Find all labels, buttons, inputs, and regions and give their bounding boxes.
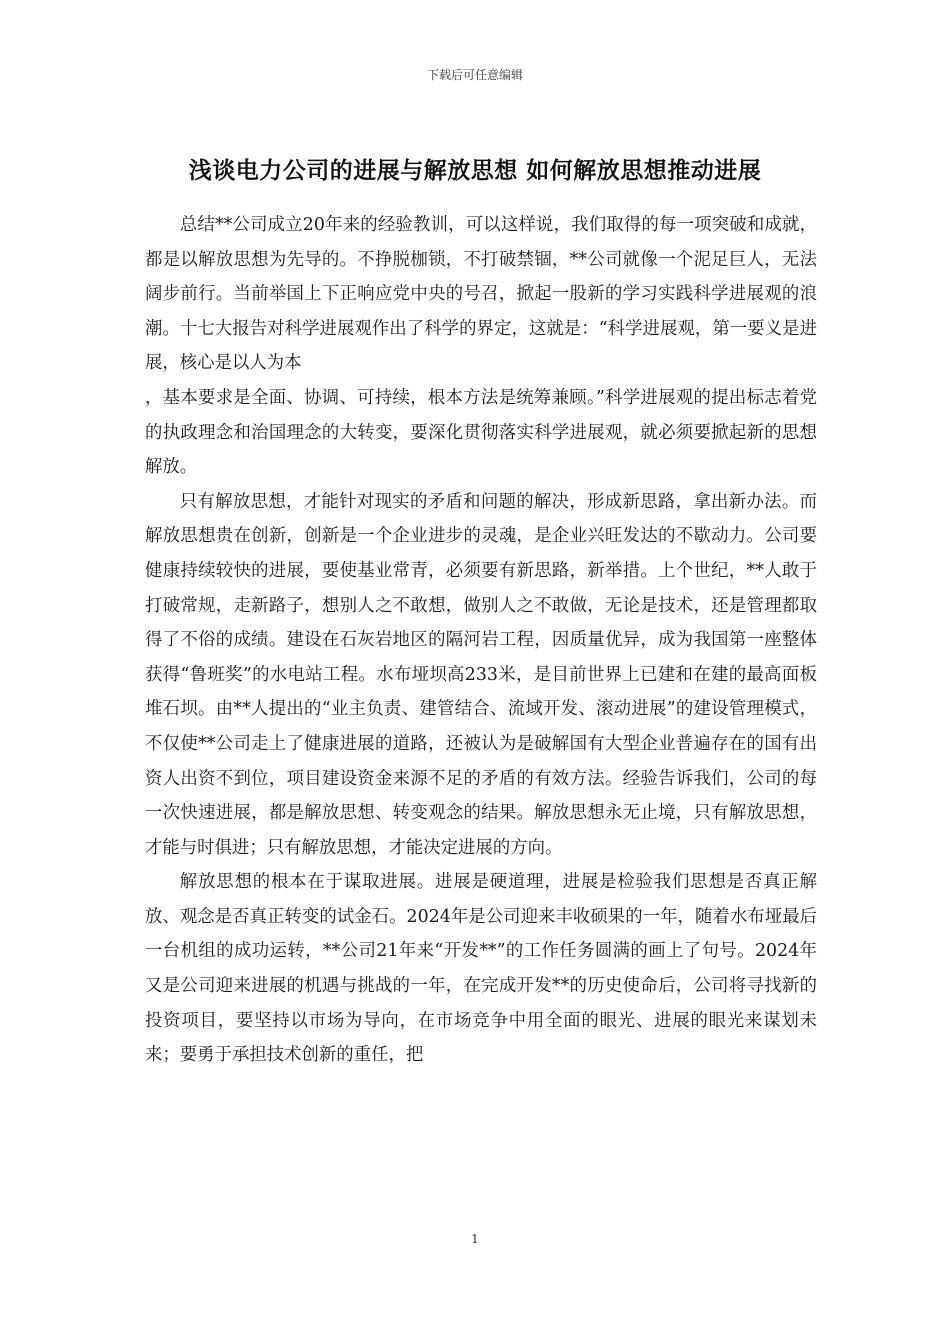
paragraph-2: 只有解放思想，才能针对现实的矛盾和问题的解决，形成新思路，拿出新办法。而解放思想贵在创新，创新是一个企业进步的灵魂，是企业兴旺发达的不歇动力。公司要健康持续较快的进展，要使基业常青，必须要有新思路，新举措。上个世纪，**人敢于打破常规，走新路子，想别人之不敢想，做别人之不敢做，无论是技术，还是管理都取得了不俗的成绩。建设在石灰岩地区的隔河岩工程，因质量优异，成为我国第一座整体获得“鲁班奖”的水电站工程。水布垭坝高233米，是目前世界上已建和在建的最高面板堆石坝。由**人提出的“业主负责、建管结合、流域开发、滚动进展”的建设管理模式，不仅使**公司走上了健康进展的道路，还被认为是破解国有大型企业普遍存在的国有出资人出资不到位，项目建设资金来源不足的矛盾的有效方法。经验告诉我们，公司的每一次快速进展，都是解放思想、转变观念的结果。解放思想永无止境，只有解放思想，才能与时俱进；只有解放思想，才能决定进展的方向。 — [145, 491, 817, 858]
document-body — [145, 208, 817, 1073]
paragraph-3: 解放思想的根本在于谋取进展。进展是硬道理，进展是检验我们思想是否真正解放、观念是否真正转变的试金石。2024年是公司迎来丰收硕果的一年，随着水布垭最后一台机组的成功运转，**公司21年来“开发**”的工作任务圆满的画上了句号。2024年又是公司迎来进展的机遇与挑战的一年，在完成开发**的历史使命后，公司将寻找新的投资项目，要坚持以市场为导向，在市场竞争中用全面的眼光、进展的眼光来谋划未来；要勇于承担技术创新的重任，把 — [145, 872, 817, 1066]
document-title: 浅谈电力公司的进展与解放思想 如何解放思想推动进展 — [188, 157, 762, 184]
page-number: 1 — [471, 1232, 479, 1246]
paragraph-1-continuation: ，基本要求是全面、协调、可持续，根本方法是统筹兼顾。”科学进展观的提出标志着党的执政理念和治国理念的大转变，要深化贯彻落实科学进展观，就必须要掀起新的思想解放。 — [145, 387, 817, 478]
page-header: 下载后可任意编辑 — [426, 68, 523, 82]
paragraph-1: 总结**公司成立20年来的经验教训，可以这样说，我们取得的每一项突破和成就，都是以解放思想为先导的。不挣脱枷锁，不打破禁锢，**公司就像一个泥足巨人，无法阔步前行。当前举国上下正响应党中央的号召，掀起一股新的学习实践科学进展观的浪潮。十七大报告对科学进展观作出了科学的界定，这就是：“科学进展观，第一要义是进展，核心是以人为本 — [145, 215, 817, 374]
